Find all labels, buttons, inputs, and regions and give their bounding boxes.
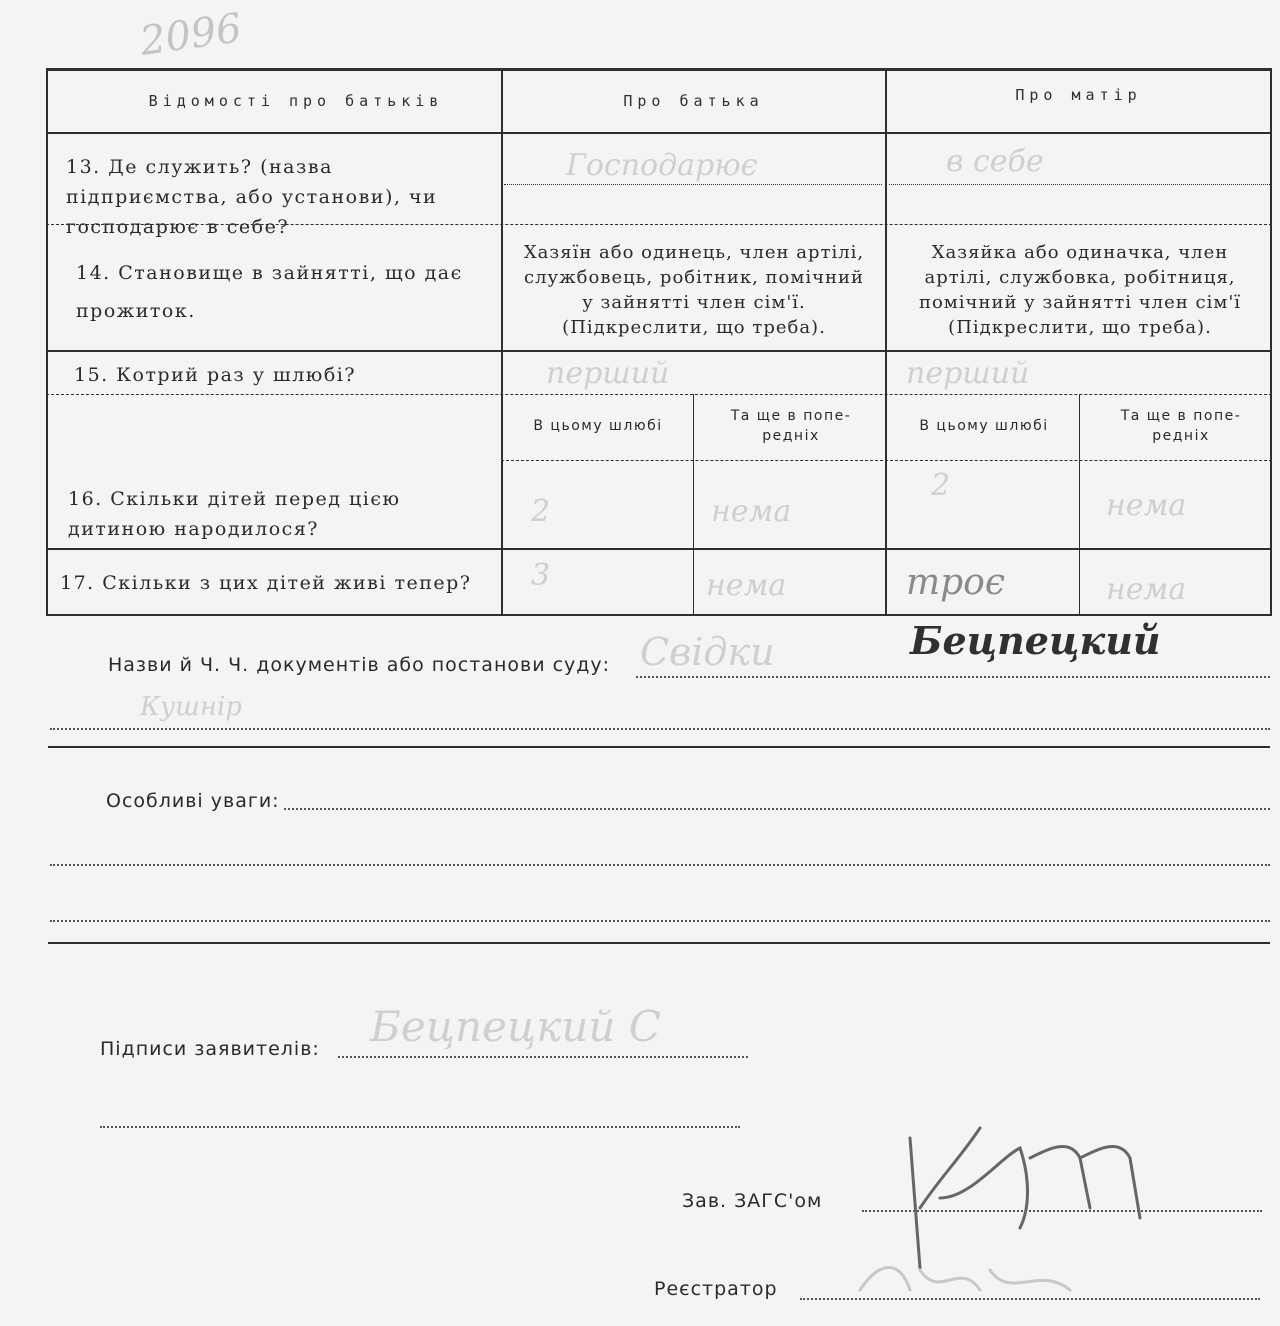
question-16-mother-this: 2 (931, 468, 951, 503)
question-15-label: 15. Котрий раз у шлюбі? (74, 364, 357, 386)
question-16-mother-prev: нема (1106, 488, 1187, 523)
header-parents-info: Відомості про батьків (148, 92, 444, 110)
remarks-label: Особливі уваги: (106, 790, 280, 812)
applicant-signatures-label: Підписи заявителів: (100, 1038, 320, 1060)
archive-number: 2096 (137, 5, 245, 65)
question-17-mother-this: троє (906, 562, 1006, 603)
documents-value-light: Свідки (640, 630, 775, 674)
header-about-mother: Про матір (1015, 86, 1142, 104)
question-15-father-value: перший (546, 356, 670, 391)
documents-value-line2: Кушнір (140, 692, 242, 722)
question-14-label: 14. Становище в зайнятті, що дає прожиток. (76, 262, 463, 322)
applicant-signatures-value: Бецпецкий С (370, 1002, 661, 1051)
question-17-father-this: 3 (531, 558, 551, 593)
question-13-father-value: Господарює (566, 148, 758, 183)
subheader-previous-father: Та ще в попе-редніх (730, 408, 852, 444)
subheader-previous-mother: Та ще в попе-редніх (1120, 408, 1242, 444)
question-16-label: 16. Скільки дітей перед цією дитиною народилося? (68, 488, 401, 540)
documents-value-dark: Бецпецкий (910, 618, 1161, 663)
subheader-this-marriage-father: В цьому шлюбі (533, 418, 663, 434)
question-17-father-prev: нема (706, 568, 787, 603)
question-17-label: 17. Скільки з цих дітей живі тепер? (60, 572, 472, 594)
question-16-father-this: 2 (531, 494, 551, 529)
question-15-mother-value: перший (906, 356, 1030, 391)
question-14-mother-options: Хазяйка або одиначка, член артілі, службовка, робітниця, помічний у зайнятті член сім'ї (Підкреслити, що треба). (918, 242, 1242, 338)
registrar-signature-icon (850, 1250, 1090, 1310)
header-about-father: Про батька (623, 92, 764, 110)
question-17-mother-prev: нема (1106, 572, 1187, 607)
registry-head-label: Зав. ЗАГС'ом (682, 1190, 823, 1212)
parents-info-table (46, 68, 1272, 616)
question-13-label: 13. Де служить? (назва підприємства, або установи), чи господарює в себе? (66, 156, 438, 238)
documents-label: Назви й Ч. Ч. документів або постанови суду: (108, 654, 611, 676)
question-14-father-options: Хазяїн або одинець, член артілі, службовець, робітник, помічний у зайнятті член сім'ї. (Підкреслити, що треба). (523, 242, 865, 338)
question-13-mother-value: в себе (946, 144, 1044, 179)
question-16-father-prev: нема (711, 494, 792, 529)
subheader-this-marriage-mother: В цьому шлюбі (919, 418, 1049, 434)
registrar-label: Реєстратор (654, 1278, 778, 1300)
